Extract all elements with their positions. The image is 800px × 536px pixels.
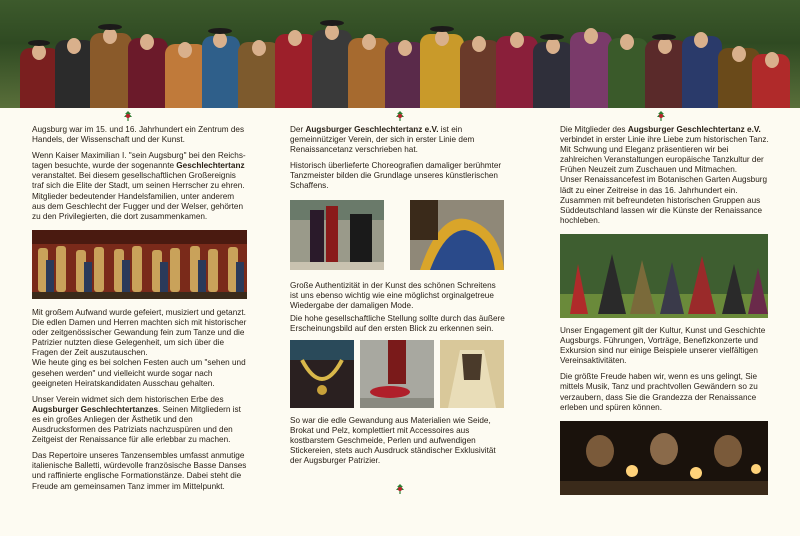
header-group-photo: [0, 0, 800, 108]
photo-ornate-dress: [440, 340, 504, 408]
col1-celebration: Mit großem Aufwand wurde gefeiert, musiziert und getanzt. Die edlen Damen und Herren machten sich mit historischer oder zeitgenössischer Gewandung fein zum Tanze und die Patrizier nutzten diese Gelegenheit, um sich über die Fragen der Zeit auszutauschen.: [32, 308, 247, 358]
photo-painting-dance: [32, 230, 247, 299]
photo-golden-skirt: [410, 200, 504, 270]
col2-appearance: Die hohe gesellschaftliche Stellung sollte durch das äußere Erscheinungsbild auf den ersten Blick zu erkennen sein.: [290, 314, 505, 334]
column-right-mid: [560, 326, 770, 419]
col1-maximilian: Wenn Kaiser Maximilian I. "sein Augsburg" bei den Reichs-tagen besuchte, wurde der sogenannte Geschlechtertanz veranstaltet. Bei diesem gesellschaftlichen Großereignis traf sich die Elite der Stadt, um seinen Herrscher zu ehren. Mitglieder bedeutender Handelsfamilien, unter anderem aus dem Geschlecht der Fugger und der Welser, gehörten zu den Privilegierten, die dort zusammenkamen.: [32, 151, 246, 221]
col1-see-and-be-seen: Wie heute ging es bei solchen Festen auch um "sehen und gesehen werden" und vielleicht wurde sogar nach geeigneten Heiratskandidaten Ausschau gehalten.: [32, 358, 246, 388]
column-middle: [290, 125, 505, 198]
photo-candlelight: [560, 421, 768, 495]
col1-intro: Augsburg war im 15. und 16. Jahrhundert ein Zentrum des Handels, der Wissenschaft und der Kunst.: [32, 125, 245, 145]
column-middle-mid: [290, 281, 505, 340]
col2-authenticity: Große Authentizität in der Kunst des schönen Schreitens ist uns ebenso wichtig wie eine möglichst orginalgetreue Wiedergabe der damaligen Mode.: [290, 281, 496, 311]
col3-members: Die Mitglieder des Augsburger Geschlechtertanz e.V. verbindet in erster Linie ihre Liebe zum historischen Tanz. Mit Schwung und Eleganz präsentieren wir bei zahlreichen Veranstaltungen europäische Tanzkultur der Frühen Neuzeit zum Zuschauen und Mitmachen.: [560, 125, 769, 175]
col1-repertoire: Das Repertoire unseres Tanzensembles umfasst anmutige italienische Balletti, würdevolle französische Basse Danses und raffinierte englische Formationstänze. Dabei steht die Freude am gemeinsamen Tanz immer im Mittelpunkt.: [32, 451, 247, 491]
column-right: [560, 125, 770, 232]
emblem-icon-col1: [123, 111, 133, 121]
column-middle-lower: [290, 416, 505, 472]
col2-choreography: Historisch überlieferte Choreografien damaliger berühmter Tanzmeister bilden die Grundlage unseres künstlerischen Schaffens.: [290, 161, 502, 191]
col1-heritage: Unser Verein widmet sich dem historischen Erbe des Augsburger Geschlechtertanzes. Seinen Mitgliedern ist es ein großes Anliegen der Ästhetik und den Ausdrucksformen des Patriziats nachzuspüren und den Zeitgeist der Renaissance für alle erlebbar zu machen.: [32, 394, 241, 445]
emblem-icon-col2: [395, 111, 405, 121]
column-left-lower: [32, 308, 247, 498]
col3-festival: Unser Renaissancefest im Botanischen Garten Augsburg lädt zu einer Zeitreise in das 16. Jahrhundert ein. Zusammen mit befreundeten historischen Gruppen aus Süddeutschland lassen wir die Künste der Renaissance hochleben.: [560, 175, 768, 225]
col3-engagement: Unser Engagement gilt der Kultur, Kunst und Geschichte Augsburgs. Führungen, Vorträge, Benefizkonzerte und Exkursion sind nur einige Beispiele unserer vielfältigen Vereinsaktivitäten.: [560, 326, 766, 366]
emblem-icon-footer: [395, 484, 405, 494]
photo-red-shoes: [360, 340, 434, 408]
photo-garden-dance: [560, 234, 768, 318]
emblem-icon-col3: [656, 111, 666, 121]
col2-materials: So war die edle Gewandung aus Materialien wie Seide, Brokat und Pelz, komplettiert mit Accessoires aus kostbarstem Geschmeide, Perlen und aufwendigen Stickereien, stets auch Ausdruck ständischer Exklusivität der Augsburger Patrizier.: [290, 416, 496, 466]
column-left: [32, 125, 247, 228]
col2-intro: Der Augsburger Geschlechtertanz e.V. ist ein gemeinnütziger Verein, der sich in erster Linie dem Renaissancetanz verschrieben hat.: [290, 125, 475, 155]
photo-legs-dancers: [290, 200, 384, 270]
col3-joy: Die größte Freude haben wir, wenn es uns gelingt, Sie mittels Musik, Tanz und prachtvollen Gewändern so zu verzaubern, dass Sie die Grandezza der Renaissance erleben und spüren können.: [560, 372, 758, 412]
photo-necklace-detail: [290, 340, 354, 408]
